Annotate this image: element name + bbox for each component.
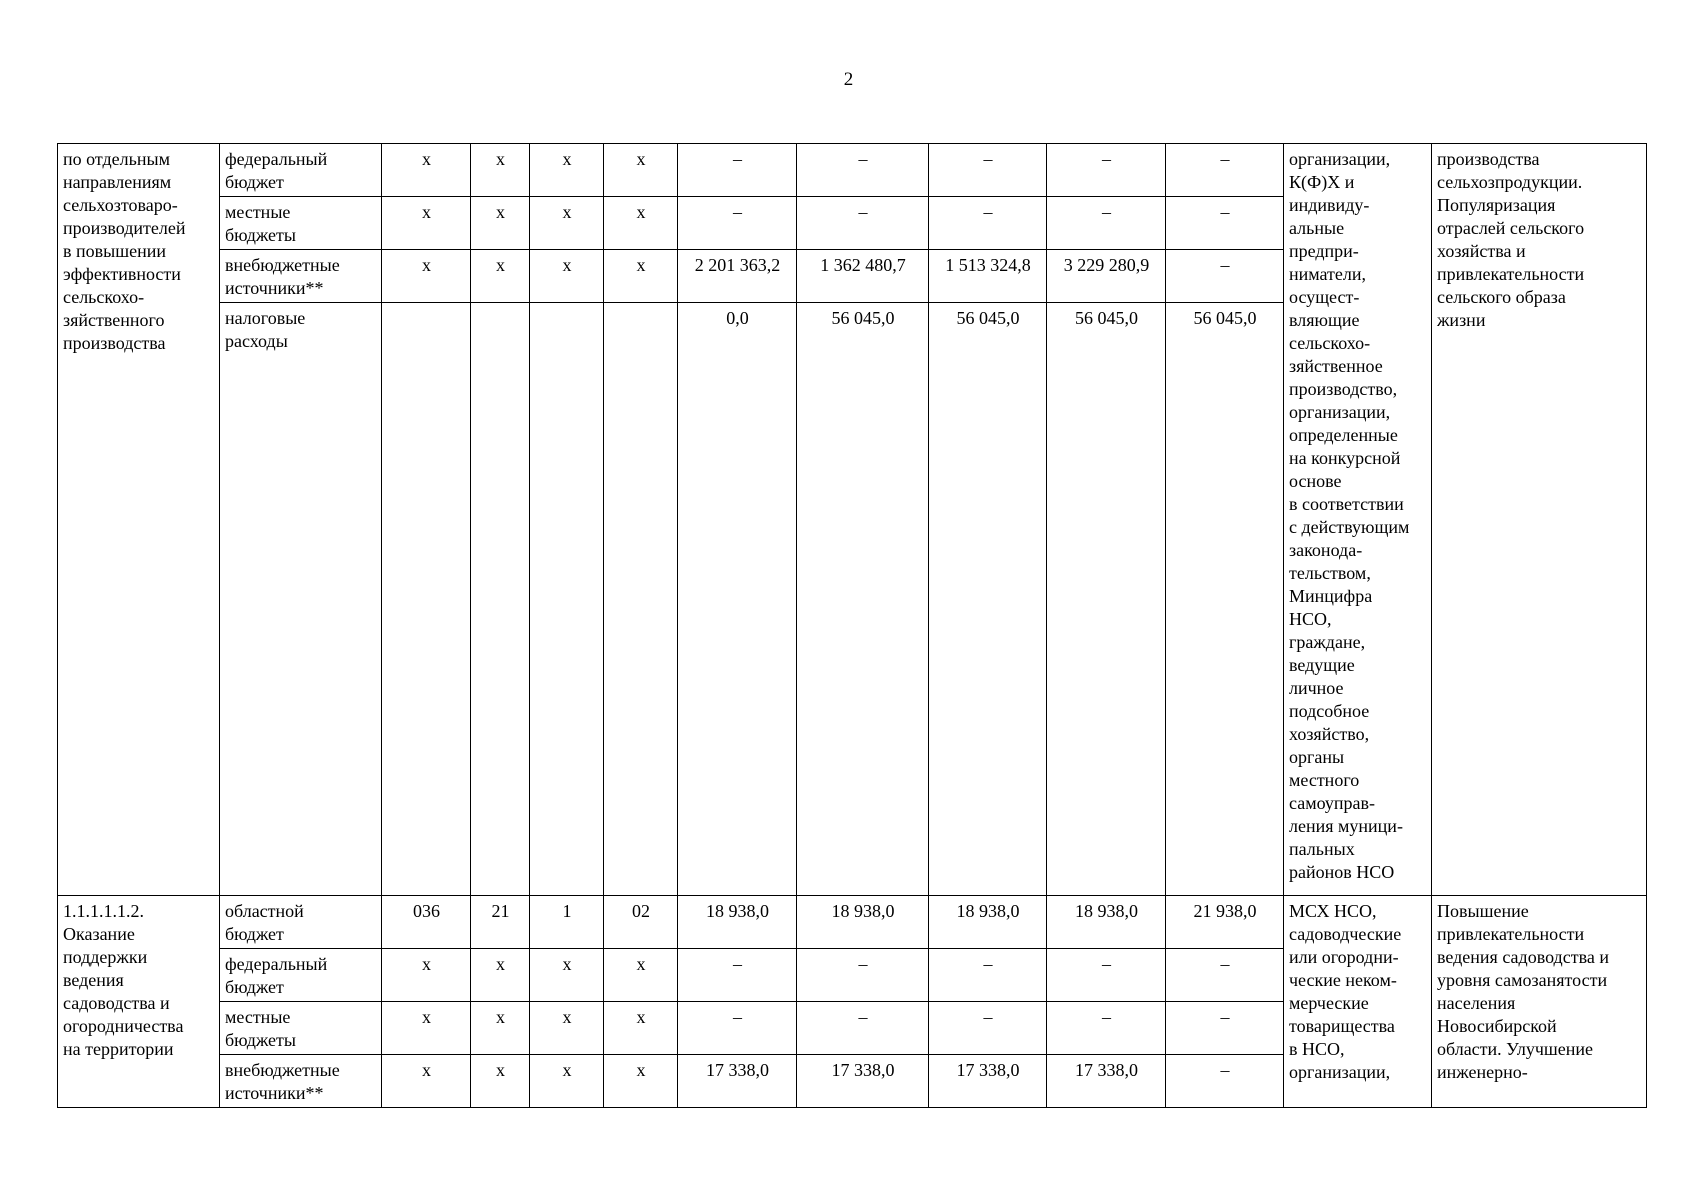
value-cell: – <box>1166 250 1284 303</box>
value-cell: – <box>678 1002 797 1055</box>
program-activities-table <box>57 143 1647 1108</box>
code-om-cell: х <box>604 250 678 303</box>
code-om-cell: х <box>604 144 678 197</box>
value-cell: 56 045,0 <box>929 303 1047 896</box>
code-pgp-cell: 1 <box>530 896 604 949</box>
expected-result-cell: Повышение привлекательности ведения садоводства и уровня самозанятости населения Новосибирской области. Улучшение инженерно- <box>1432 896 1647 1108</box>
code-grbs-cell: х <box>382 949 471 1002</box>
value-cell: 17 338,0 <box>1047 1055 1166 1108</box>
value-cell: – <box>929 1002 1047 1055</box>
code-pgp-cell: х <box>530 1002 604 1055</box>
expected-result-cell: производства сельхозпродукции. Популяризация отраслей сельского хозяйства и привлекательности сельского образа жизни <box>1432 144 1647 896</box>
code-gp-cell <box>471 303 530 896</box>
value-cell: – <box>1047 949 1166 1002</box>
code-grbs-cell: х <box>382 197 471 250</box>
value-cell: – <box>1166 1055 1284 1108</box>
funding-source-cell: местные бюджеты <box>220 197 382 250</box>
value-cell: 56 045,0 <box>1047 303 1166 896</box>
code-grbs-cell: х <box>382 250 471 303</box>
value-cell: – <box>797 197 929 250</box>
code-gp-cell: х <box>471 949 530 1002</box>
funding-source-cell: внебюджетные источники** <box>220 1055 382 1108</box>
value-cell: – <box>1047 197 1166 250</box>
value-cell: – <box>1166 949 1284 1002</box>
page-number: 2 <box>843 69 854 90</box>
value-cell: 56 045,0 <box>1166 303 1284 896</box>
code-grbs-cell: 036 <box>382 896 471 949</box>
activity-name-cell: по отдельным направлениям сельхозтоваро- производителей в повышении эффективности сельскохо- зяйственного производства <box>58 144 220 896</box>
value-cell: 18 938,0 <box>678 896 797 949</box>
code-pgp-cell: х <box>530 949 604 1002</box>
value-cell: – <box>678 949 797 1002</box>
code-gp-cell: 21 <box>471 896 530 949</box>
code-om-cell: 02 <box>604 896 678 949</box>
code-gp-cell: х <box>471 144 530 197</box>
value-cell: 17 338,0 <box>678 1055 797 1108</box>
funding-source-cell: федеральный бюджет <box>220 949 382 1002</box>
value-cell: – <box>1166 144 1284 197</box>
value-cell: 18 938,0 <box>1047 896 1166 949</box>
value-cell: 1 362 480,7 <box>797 250 929 303</box>
code-gp-cell: х <box>471 197 530 250</box>
value-cell: – <box>929 949 1047 1002</box>
table-row <box>58 144 1647 197</box>
table-row <box>58 896 1647 949</box>
value-cell: 2 201 363,2 <box>678 250 797 303</box>
value-cell: 18 938,0 <box>929 896 1047 949</box>
code-pgp-cell: х <box>530 250 604 303</box>
value-cell: – <box>1047 144 1166 197</box>
code-grbs-cell: х <box>382 1055 471 1108</box>
code-om-cell: х <box>604 1002 678 1055</box>
value-cell: – <box>797 1002 929 1055</box>
activity-name-cell: 1.1.1.1.1.2. Оказание поддержки ведения садоводства и огородничества на территории <box>58 896 220 1108</box>
code-pgp-cell <box>530 303 604 896</box>
value-cell: 21 938,0 <box>1166 896 1284 949</box>
code-grbs-cell <box>382 303 471 896</box>
code-grbs-cell: х <box>382 1002 471 1055</box>
value-cell: – <box>797 949 929 1002</box>
funding-source-cell: областной бюджет <box>220 896 382 949</box>
executors-cell: организации, К(Ф)Х и индивиду- альные предпри- ниматели, осущест- вляющие сельскохо- зяйственное производство, организации, определенные на конкурсной основе в соответствии с действующим законода- тельством, Минцифра НСО, граждане, ведущие личное подсобное хозяйство, органы местного самоуправ- ления муници- пальных районов НСО <box>1284 144 1432 896</box>
value-cell: – <box>929 144 1047 197</box>
value-cell: 18 938,0 <box>797 896 929 949</box>
value-cell: 56 045,0 <box>797 303 929 896</box>
code-om-cell: х <box>604 949 678 1002</box>
value-cell: 3 229 280,9 <box>1047 250 1166 303</box>
value-cell: – <box>929 197 1047 250</box>
value-cell: – <box>678 197 797 250</box>
funding-source-cell: федеральный бюджет <box>220 144 382 197</box>
value-cell: 17 338,0 <box>797 1055 929 1108</box>
value-cell: 1 513 324,8 <box>929 250 1047 303</box>
code-om-cell <box>604 303 678 896</box>
value-cell: 0,0 <box>678 303 797 896</box>
executors-cell: МСХ НСО, садоводческие или огородни- ческие неком- мерческие товарищества в НСО, организации, <box>1284 896 1432 1108</box>
value-cell: – <box>1166 197 1284 250</box>
code-pgp-cell: х <box>530 197 604 250</box>
funding-source-cell: налоговые расходы <box>220 303 382 896</box>
code-om-cell: х <box>604 1055 678 1108</box>
value-cell: – <box>1166 1002 1284 1055</box>
code-pgp-cell: х <box>530 144 604 197</box>
code-pgp-cell: х <box>530 1055 604 1108</box>
funding-source-cell: местные бюджеты <box>220 1002 382 1055</box>
code-gp-cell: х <box>471 250 530 303</box>
value-cell: – <box>1047 1002 1166 1055</box>
value-cell: – <box>797 144 929 197</box>
code-om-cell: х <box>604 197 678 250</box>
value-cell: 17 338,0 <box>929 1055 1047 1108</box>
code-grbs-cell: х <box>382 144 471 197</box>
funding-source-cell: внебюджетные источники** <box>220 250 382 303</box>
code-gp-cell: х <box>471 1002 530 1055</box>
code-gp-cell: х <box>471 1055 530 1108</box>
value-cell: – <box>678 144 797 197</box>
